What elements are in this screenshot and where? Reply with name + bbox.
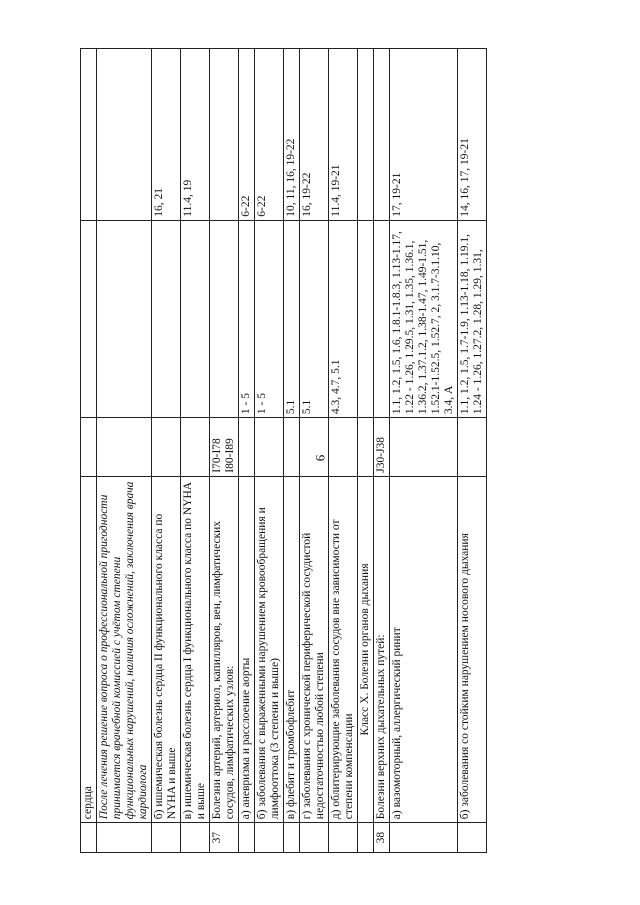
row-number-cell — [152, 823, 181, 853]
row-number-cell — [358, 823, 374, 853]
row-number-cell — [81, 823, 97, 853]
table-row — [374, 49, 390, 853]
row-number-cell — [390, 823, 458, 853]
criteria-cell: 5.1 — [284, 220, 300, 417]
table-row — [329, 49, 358, 853]
table-row — [239, 49, 255, 853]
icd-code-cell: J30-J38 — [374, 418, 390, 477]
page-number: 9 — [313, 454, 328, 462]
icd-code-cell — [181, 418, 210, 477]
description-cell: б) заболевания с выраженными нарушением кровообращения и лимфооттока (3 степени и выше) — [255, 476, 284, 822]
icd-code-cell — [458, 418, 487, 477]
icd-code-cell — [284, 418, 300, 477]
icd-code-cell — [390, 418, 458, 477]
description-cell: а) вазомоторный, аллергический ринит — [390, 476, 458, 822]
icd-code-cell — [152, 418, 181, 477]
description-cell: б) заболевания со стойким нарушением носового дыхания — [458, 476, 487, 822]
reference-cell: 16, 21 — [152, 49, 181, 221]
row-number-cell — [284, 823, 300, 853]
reference-cell — [97, 49, 152, 221]
icd-code-cell — [255, 418, 284, 477]
criteria-cell — [152, 220, 181, 417]
row-number-cell — [458, 823, 487, 853]
table-row — [358, 49, 374, 853]
row-number-cell: 37 — [210, 823, 239, 853]
disease-criteria-table — [80, 48, 487, 853]
rotated-table-wrapper — [80, 48, 640, 853]
reference-cell: 6-22 — [239, 49, 255, 221]
table-row — [210, 49, 239, 853]
row-number-cell — [97, 823, 152, 853]
table-row — [458, 49, 487, 853]
criteria-cell: 1.1, 1.2, 1.5, 1.7-1.9, 1.13-1.18, 1.19.1, 1.24 - 1.26, 1.27.2, 1.28, 1.29, 1.31, — [458, 220, 487, 417]
table-row — [284, 49, 300, 853]
row-number-cell — [300, 823, 329, 853]
row-number-cell — [181, 823, 210, 853]
criteria-cell — [97, 220, 152, 417]
icd-code-cell — [358, 418, 374, 477]
description-cell: сердца — [81, 476, 97, 822]
reference-cell: 6-22 — [255, 49, 284, 221]
criteria-cell — [374, 220, 390, 417]
reference-cell: 17, 19-21 — [390, 49, 458, 221]
table-row — [300, 49, 329, 853]
table-row — [81, 49, 97, 853]
description-cell: После лечения решение вопроса о профессиональной пригодности принимается врачебной комиссией с учётом степени функциональных нарушений, наличия осложнений, заключения врача кардиолога — [97, 476, 152, 822]
icd-code-cell — [329, 418, 358, 477]
row-number-cell — [329, 823, 358, 853]
reference-cell: 11.4, 19-21 — [329, 49, 358, 221]
table-body — [81, 49, 487, 853]
reference-cell — [374, 49, 390, 221]
criteria-cell — [358, 220, 374, 417]
reference-cell: 10, 11, 16, 19-22 — [284, 49, 300, 221]
table-row — [255, 49, 284, 853]
description-cell: в) флебит и тромбофлебит — [284, 476, 300, 822]
document-sheet — [80, 48, 640, 853]
table-row — [97, 49, 152, 853]
criteria-cell: 1 - 5 — [239, 220, 255, 417]
description-cell: Болезни артерий, артериол, капилляров, вен, лимфатических сосудов, лимфатических узлов: — [210, 476, 239, 822]
criteria-cell: 1.1, 1.2, 1.5, 1.6, 1.8.1-1.8.3, 1.13-1.17, 1.22 - 1.26, 1.29.5, 1.31, 1.35, 1.36.1, 1.36.2, 1.37.1.2, 1.38-1.47, 1.49-1.51, 1.52.1-1.52.5, 1.52.7, 2, 3.1.7-3.1.10, 3.4, А — [390, 220, 458, 417]
reference-cell — [81, 49, 97, 221]
table-row — [152, 49, 181, 853]
criteria-cell — [210, 220, 239, 417]
reference-cell: 14, 16, 17, 19-21 — [458, 49, 487, 221]
icd-code-cell — [300, 418, 329, 477]
criteria-cell: 4.3, 4.7, 5.1 — [329, 220, 358, 417]
description-cell: Класс X. Болезни органов дыхания — [358, 476, 374, 822]
row-number-cell — [255, 823, 284, 853]
table-row — [181, 49, 210, 853]
description-cell: а) аневризма и расслоение аорты — [239, 476, 255, 822]
reference-cell — [210, 49, 239, 221]
icd-code-cell — [97, 418, 152, 477]
description-cell: Болезни верхних дыхательных путей: — [374, 476, 390, 822]
icd-code-cell: I70-I78 I80-I89 — [210, 418, 239, 477]
icd-code-cell — [239, 418, 255, 477]
row-number-cell: 38 — [374, 823, 390, 853]
reference-cell — [358, 49, 374, 221]
table-row — [390, 49, 458, 853]
criteria-cell: 5.1 — [300, 220, 329, 417]
reference-cell: 11.4, 19 — [181, 49, 210, 221]
icd-code-cell — [81, 418, 97, 477]
criteria-cell: 1 - 5 — [255, 220, 284, 417]
description-cell: г) заболевания с хронической периферической сосудистой недостаточностью любой степени — [300, 476, 329, 822]
description-cell: в) ишемическая болезнь сердца I функционального класса по NYHA и выше — [181, 476, 210, 822]
description-cell: д) облитерирующие заболевания сосудов вне зависимости от степени компенсации — [329, 476, 358, 822]
criteria-cell — [181, 220, 210, 417]
row-number-cell — [239, 823, 255, 853]
description-cell: б) ишемическая болезнь сердца II функционального класса по NYHA и выше — [152, 476, 181, 822]
criteria-cell — [81, 220, 97, 417]
reference-cell: 16, 19-22 — [300, 49, 329, 221]
